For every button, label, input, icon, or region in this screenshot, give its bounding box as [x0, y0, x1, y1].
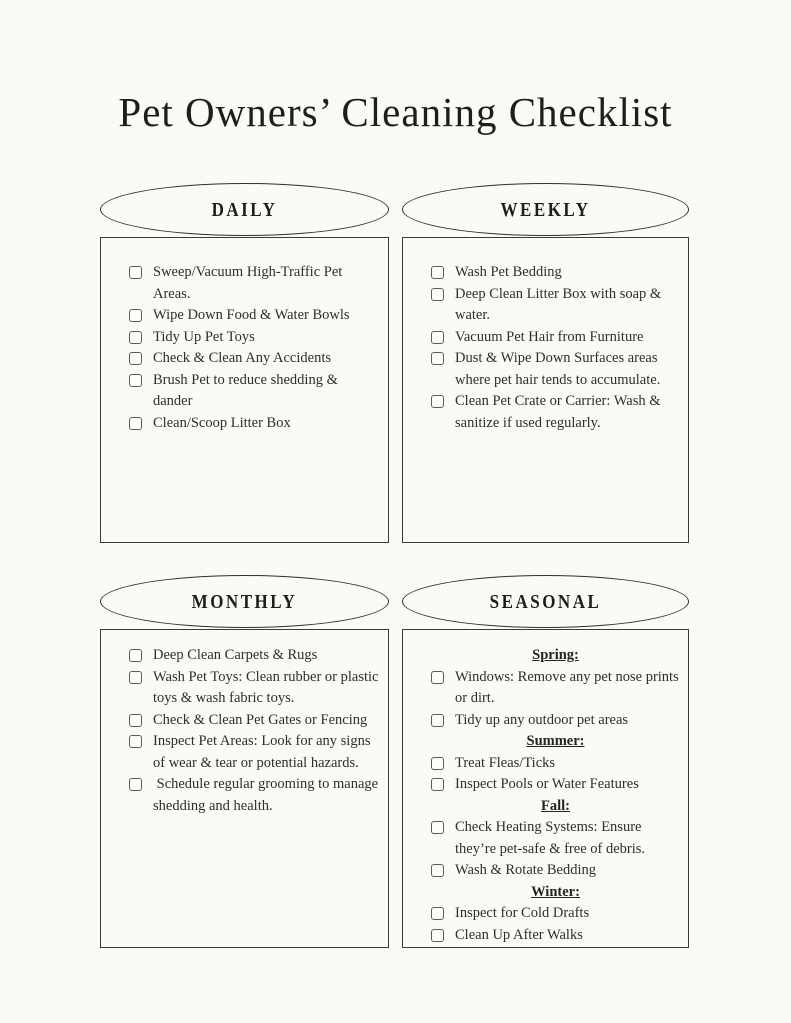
- section-title-daily: DAILY: [211, 197, 278, 221]
- checklist-item: [129, 305, 380, 327]
- checkbox[interactable]: [129, 671, 142, 684]
- item-text: Check Heating Systems: Ensure they’re pet-safe & free of debris.: [455, 819, 646, 857]
- checkbox[interactable]: [431, 395, 444, 408]
- checklist-item: [129, 413, 380, 435]
- item-text: Wipe Down Food & Water Bowls: [153, 307, 350, 323]
- page-title: Pet Owners’ Cleaning Checklist: [118, 89, 673, 135]
- item-text: Dust & Wipe Down Surfaces areas where pet hair tends to accumulate.: [455, 350, 662, 388]
- item-text: Treat Fleas/Ticks: [455, 754, 556, 771]
- checklist-item: [129, 370, 380, 413]
- checkbox[interactable]: [129, 331, 142, 344]
- checkbox[interactable]: [129, 714, 142, 727]
- section-weekly: [402, 183, 689, 543]
- checkbox[interactable]: [129, 352, 142, 365]
- section-box-weekly: [402, 237, 689, 543]
- checklist-item: [431, 753, 680, 775]
- item-text: Deep Clean Carpets & Rugs: [153, 647, 318, 663]
- checklist-item: [129, 667, 383, 710]
- checkbox[interactable]: [129, 649, 142, 662]
- checkbox[interactable]: [431, 671, 444, 684]
- checklist-item: [431, 262, 680, 284]
- checklist-item: [431, 284, 680, 327]
- item-text: Inspect for Cold Drafts: [455, 905, 590, 921]
- item-text: Check & Clean Any Accidents: [153, 350, 331, 366]
- item-text: Tidy Up Pet Toys: [153, 328, 255, 345]
- section-monthly: [100, 575, 389, 948]
- checkbox[interactable]: [431, 757, 444, 770]
- item-text: Inspect Pet Areas: Look for any signs of wear & tear or potential hazards.: [153, 733, 375, 771]
- checkbox[interactable]: [129, 417, 142, 430]
- checklist-item: [129, 348, 380, 370]
- item-text: Wash & Rotate Bedding: [455, 862, 596, 878]
- checkbox[interactable]: [431, 778, 444, 791]
- checklist-item: [431, 667, 683, 710]
- section-header-weekly: [402, 183, 689, 236]
- checkbox[interactable]: [431, 288, 444, 301]
- section-title-seasonal: SEASONAL: [489, 589, 602, 613]
- season-heading-spring: Spring:: [532, 647, 579, 663]
- checkbox[interactable]: [129, 735, 142, 748]
- item-text: Sweep/Vacuum High-Traffic Pet Areas.: [153, 264, 346, 302]
- checkbox[interactable]: [129, 374, 142, 387]
- checklist-item: [129, 774, 380, 817]
- checklist-item: [431, 817, 680, 860]
- checklist-item: [129, 327, 380, 349]
- season-heading-summer: Summer:: [526, 733, 585, 749]
- checklist-item: [431, 903, 680, 925]
- item-text: Windows: Remove any pet nose prints or dirt.: [455, 668, 683, 706]
- section-title-monthly: MONTHLY: [191, 589, 298, 613]
- checklist-item: [129, 645, 380, 667]
- item-text: Wash Pet Bedding: [455, 264, 562, 280]
- checklist-item: [431, 774, 680, 796]
- section-title-weekly: WEEKLY: [500, 197, 591, 221]
- checkbox[interactable]: [431, 331, 444, 344]
- item-text: Clean Pet Crate or Carrier: Wash & sanitize if used regularly.: [455, 393, 665, 431]
- checkbox[interactable]: [431, 929, 444, 942]
- checklist-item: [431, 391, 680, 434]
- checkbox[interactable]: [129, 778, 142, 791]
- item-text: Schedule regular grooming to manage shedding and health.: [153, 776, 382, 814]
- section-box-daily: [100, 237, 389, 543]
- section-header-daily: [100, 183, 389, 236]
- checklist-item: [129, 262, 380, 305]
- item-text: Clean/Scoop Litter Box: [153, 414, 291, 431]
- checkbox[interactable]: [129, 266, 142, 279]
- checklist-item: [431, 710, 680, 732]
- checkbox[interactable]: [129, 309, 142, 322]
- checklist-item: [431, 327, 680, 349]
- item-text: Tidy up any outdoor pet areas: [455, 711, 629, 728]
- season-heading-winter: Winter:: [531, 883, 580, 900]
- checkbox[interactable]: [431, 352, 444, 365]
- item-text: Deep Clean Litter Box with soap & water.: [455, 285, 665, 323]
- checklist-item: [129, 731, 380, 774]
- section-daily: [100, 183, 389, 543]
- checkbox[interactable]: [431, 864, 444, 877]
- section-header-seasonal: [402, 575, 689, 628]
- checklist-item: [129, 710, 380, 732]
- section-box-seasonal: [402, 629, 689, 948]
- item-text: Clean Up After Walks: [455, 926, 583, 943]
- item-text: Inspect Pools or Water Features: [455, 776, 639, 792]
- item-text: Vacuum Pet Hair from Furniture: [455, 328, 644, 345]
- item-text: Brush Pet to reduce shedding & dander: [153, 371, 342, 409]
- section-header-monthly: [100, 575, 389, 628]
- checkbox[interactable]: [431, 821, 444, 834]
- section-box-monthly: [100, 629, 389, 948]
- item-text: Wash Pet Toys: Clean rubber or plastic toys & wash fabric toys.: [153, 668, 383, 706]
- checkbox[interactable]: [431, 266, 444, 279]
- section-seasonal: [402, 575, 689, 948]
- checkbox[interactable]: [431, 907, 444, 920]
- checklist-item: [431, 860, 680, 882]
- checklist-item: [431, 348, 680, 391]
- season-heading-fall: Fall:: [541, 797, 570, 814]
- checkbox[interactable]: [431, 714, 444, 727]
- item-text: Check & Clean Pet Gates or Fencing: [153, 711, 368, 728]
- checklist-item: [431, 925, 680, 947]
